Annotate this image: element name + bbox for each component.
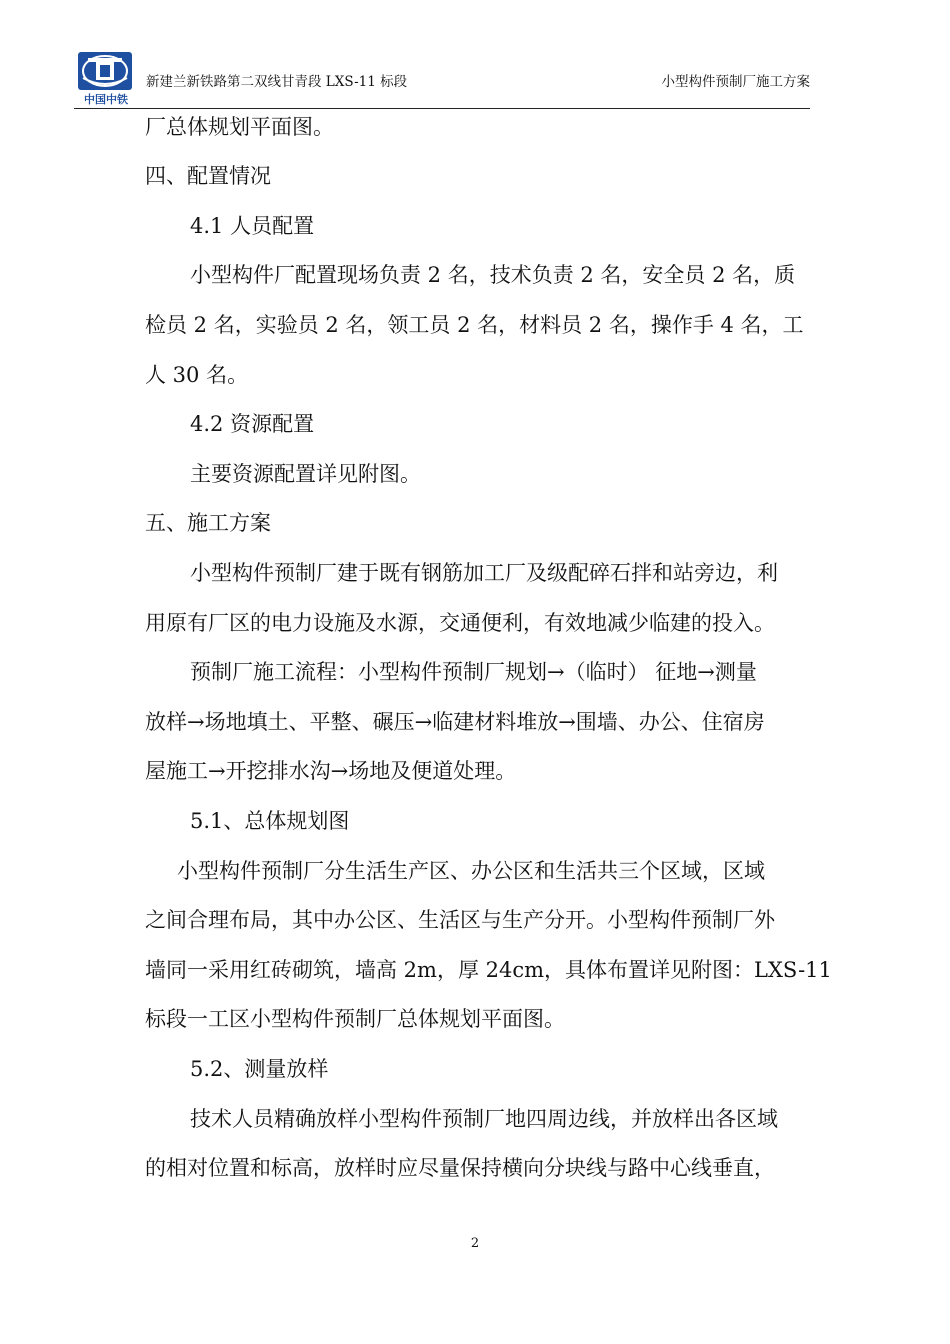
subsection-heading: 4.1 人员配置: [190, 214, 315, 238]
text-line: 之间合理布局，其中办公区、生活区与生产分开。小型构件预制厂外: [145, 908, 775, 932]
page-header: [74, 48, 810, 109]
section-heading: 五、施工方案: [145, 511, 271, 535]
text-line: 预制厂施工流程：小型构件预制厂规划→（临时） 征地→测量: [190, 660, 757, 684]
page-number: 2: [470, 1236, 480, 1251]
text-line: 厂总体规划平面图。: [145, 115, 334, 139]
text-line: 小型构件预制厂建于既有钢筋加工厂及级配碎石拌和站旁边，利: [190, 561, 778, 585]
subsection-heading: 5.1、总体规划图: [190, 809, 350, 833]
text-line: 用原有厂区的电力设施及水源，交通便利，有效地减少临建的投入。: [145, 611, 775, 635]
text-line: 放样→场地填土、平整、碾压→临建材料堆放→围墙、办公、住宿房: [145, 710, 765, 734]
subsection-heading: 5.2、测量放样: [190, 1057, 329, 1081]
text-line: 小型构件厂配置现场负责 2 名，技术负责 2 名，安全员 2 名，质: [190, 263, 796, 287]
header-document-title: 小型构件预制厂施工方案: [661, 74, 810, 90]
text-line: 的相对位置和标高，放样时应尽量保持横向分块线与路中心线垂直，: [145, 1156, 775, 1180]
logo-caption: 中国中铁: [84, 93, 128, 106]
header-project-title: 新建兰新铁路第二双线甘青段 LXS-11 标段: [146, 74, 408, 90]
text-line: 屋施工→开挖排水沟→场地及便道处理。: [145, 759, 517, 783]
text-line: 检员 2 名，实验员 2 名，领工员 2 名，材料员 2 名，操作手 4 名，工: [145, 313, 804, 337]
text-line: 人 30 名。: [145, 363, 249, 387]
section-heading: 四、配置情况: [145, 164, 271, 188]
text-line: 标段一工区小型构件预制厂总体规划平面图。: [145, 1007, 565, 1031]
text-line: 小型构件预制厂分生活生产区、办公区和生活共三个区域，区域: [177, 859, 765, 883]
text-line: 技术人员精确放样小型构件预制厂地四周边线，并放样出各区域: [190, 1107, 778, 1131]
text-line: 墙同一采用红砖砌筑，墙高 2m，厚 24cm，具体布置详见附图：LXS-11: [145, 958, 832, 982]
text-line: 主要资源配置详见附图。: [190, 462, 421, 486]
subsection-heading: 4.2 资源配置: [190, 412, 315, 436]
